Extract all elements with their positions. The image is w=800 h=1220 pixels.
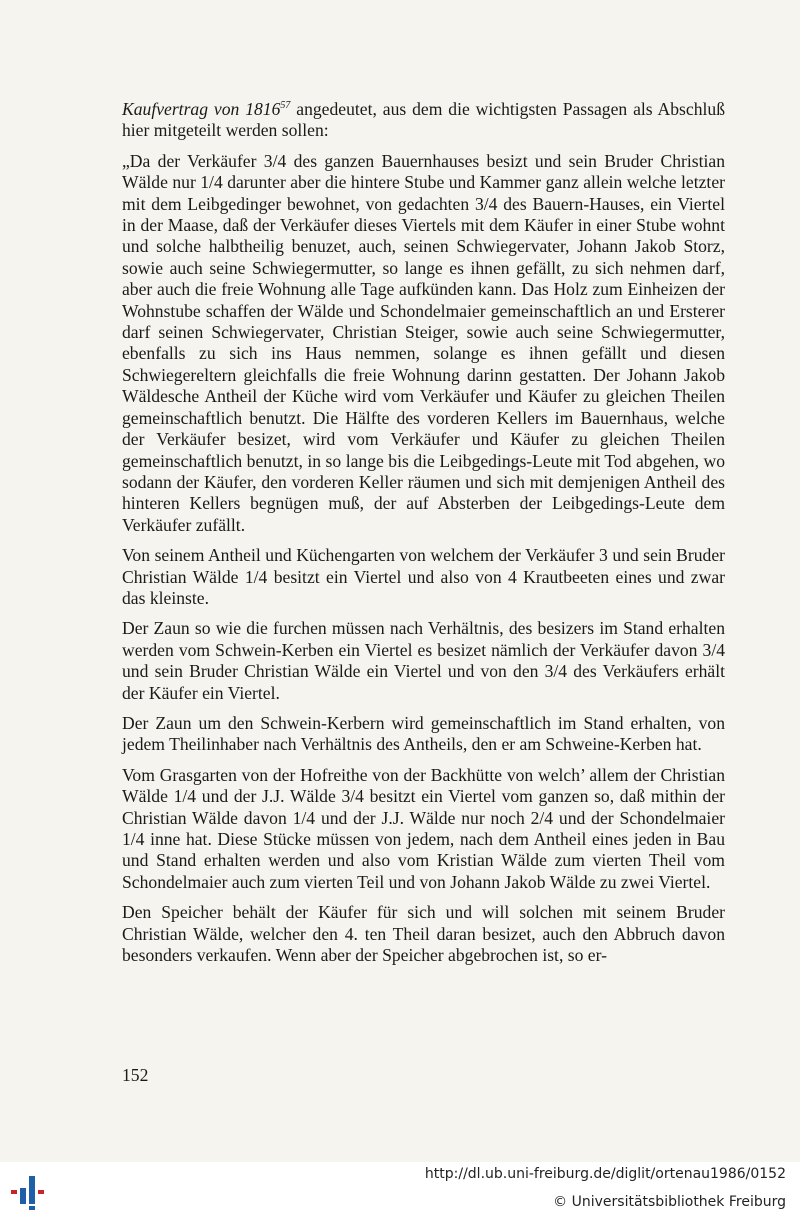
intro-paragraph [122,99,725,142]
intro-text: angedeutet, aus dem die wichtigsten Passagen als Abschluß hier mitgeteilt werden sollen: [122,99,725,141]
body-text [122,99,725,975]
ub-freiburg-logo-icon[interactable] [8,1172,52,1212]
quote-paragraph-1: „Da der Verkäufer 3/4 des ganzen Bauernhauses besizt und sein Bruder Christian Wälde nur 1/4 darunter aber die hintere Stube und Kammer ganz allein welche letzter mit dem Leibgedinger bewohnet, von gedachten 3/4 des Bauern-Hauses, ein Viertel in der Maase, daß der Verkäufer dieses Viertels mit dem Käufer in einer Stube wohnt und solche halbtheilig benuzet, auch, seinen Schwiegervater, Johann Jakob Storz, sowie auch seine Schwiegermutter, so lange es ihnen gefällt, zu sich nehmen darf, aber auch die freie Wohnung alle Tage aufkünden kann. Das Holz zum Einheizen der Wohnstube schaffen der Wälde und Schondelmaier gemeinschaftlich an und Ersterer darf seinen Schwiegervater, Christian Steiger, sowie auch seine Schwiegermutter, ebenfalls zu sich ins Haus nemmen, solange es ihnen gefällt und diesen Schwiegereltern gleichfalls die freie Wohnung darinn gestatten. Der Johann Jakob Wäldesche Antheil der Küche wird vom Verkäufer und Käufer zu gleichen Theilen gemeinschaftlich benutzt. Die Hälfte des vorderen Kellers im Bauernhaus, welche der Verkäufer besizet, wird vom Verkäufer und Käufer zu gleichen Theilen gemeinschaftlich benutzt, in so lange bis die Leibgedings-Leute mit Tod abgehen, wo sodann der Käufer, den vorderen Keller räumen und sich mit demjenigen Antheil des hinteren Kellers begnügen muß, der auf Absterben der Leibgedings-Leute dem Verkäufer zufällt. [122,150,725,535]
permalink-url[interactable]: http://dl.ub.uni-freiburg.de/diglit/ortenau1986/0152 [424,1166,786,1182]
copyright-notice: © Universitätsbibliothek Freiburg [553,1194,786,1210]
quote-paragraph-3: Der Zaun so wie die furchen müssen nach Verhältnis, des besizers im Stand erhalten werden vom Schwein-Kerben ein Viertel es besizet nämlich der Verkäufer davon 3/4 und sein Bruder Christian Wälde ein Viertel und von den 3/4 des Verkäufers erhält der Käufer ein Viertel. [122,618,725,703]
viewer-footer [0,1162,800,1220]
quote-paragraph-2: Von seinem Antheil und Küchengarten von welchem der Verkäufer 3 und sein Bruder Christian Wälde 1/4 besitzt ein Viertel und also von 4 Krautbeeten eines und zwar das kleinste. [122,545,725,608]
footnote-reference: 57 [280,100,291,112]
quote-paragraph-5: Vom Grasgarten von der Hofreithe von der Backhütte von welch’ allem der Christian Wälde 1/4 und der J.J. Wälde 3/4 besitzt ein Viertel vom ganzen so, daß mithin der Christian Wälde davon 1/4 und der J.J. Wälde nur noch 2/4 und der Schondelmaier 1/4 inne hat. Diese Stücke müssen von jedem, nach dem Antheil eines jeden in Bau und Stand erhalten werden und also vom Kristian Wälde zum vierten Theil vom Schondelmaier auch zum vierten Teil und von Johann Jakob Wälde zu zwei Viertel. [122,764,725,892]
page-number: 152 [122,1065,149,1085]
contract-title: Kaufvertrag von 1816 [122,99,281,119]
quote-paragraph-4: Der Zaun um den Schwein-Kerbern wird gemeinschaftlich im Stand erhalten, von jedem Theilinhaber nach Verhältnis des Antheils, den er am Schweine-Kerben hat. [122,712,725,755]
quote-paragraph-6: Den Speicher behält der Käufer für sich und will solchen mit seinem Bruder Christian Wälde, welcher den 4. ten Theil daran besizet, auch den Abbruch davon besonders verkaufen. Wenn aber der Speicher abgebrochen ist, so er- [122,902,725,966]
